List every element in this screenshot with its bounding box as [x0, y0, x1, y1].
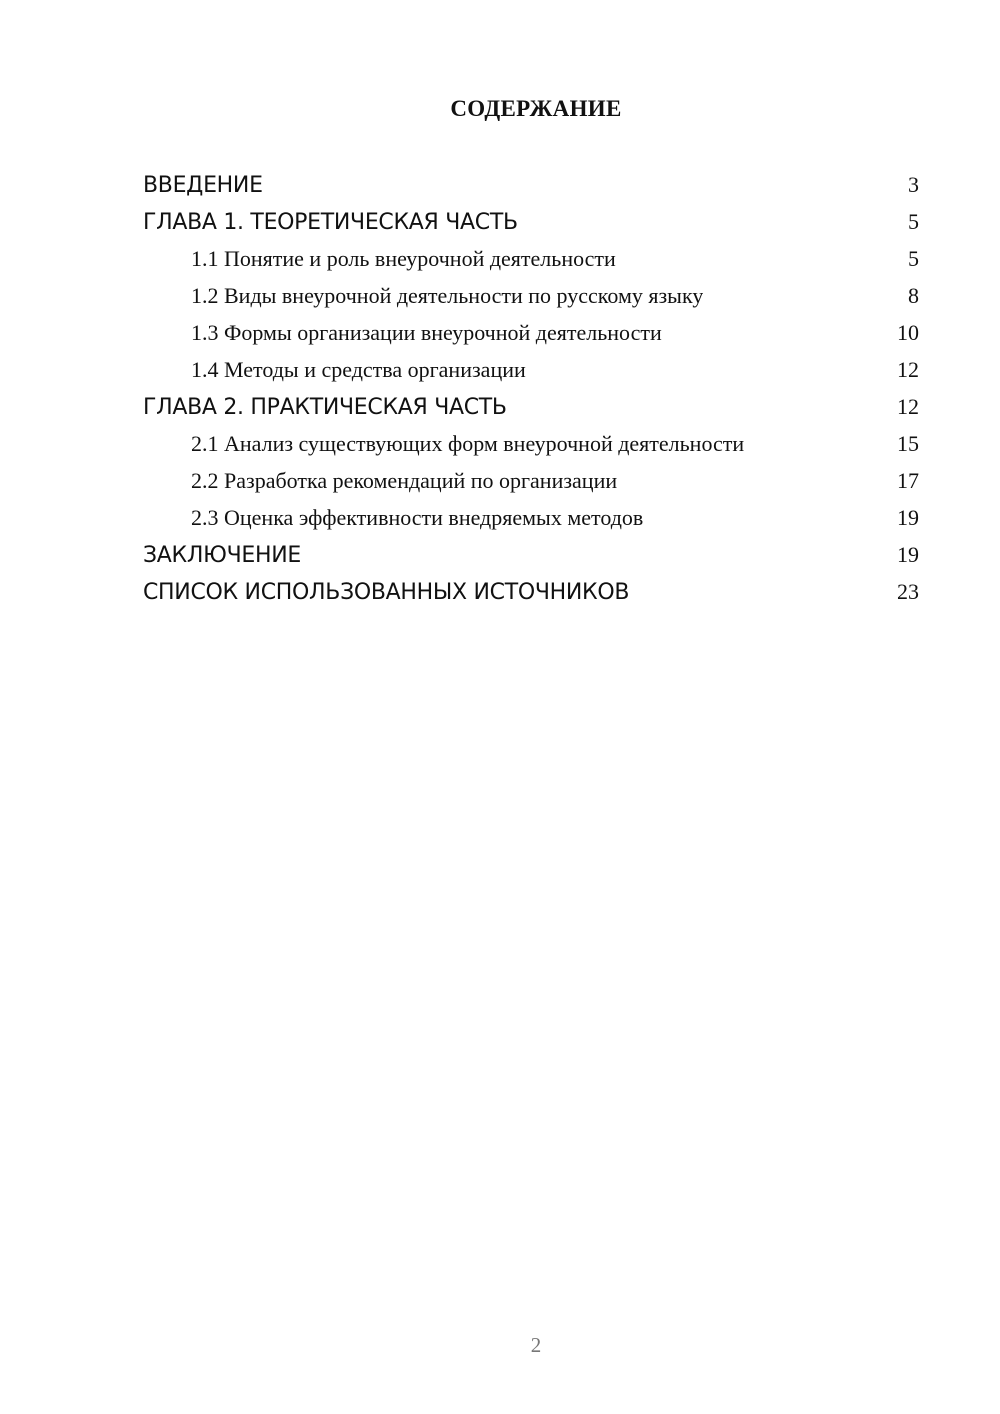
toc-title: СОДЕРЖАНИЕ: [450, 96, 622, 121]
toc-entry-page: 5: [908, 246, 919, 271]
toc-entry-page: 17: [897, 468, 919, 493]
toc-entry-label: ВВЕДЕНИЕ: [143, 173, 263, 198]
toc-entry-references[interactable]: [143, 573, 919, 610]
toc-entry-page: 19: [897, 505, 919, 530]
toc-entry-label: ЗАКЛЮЧЕНИЕ: [143, 543, 301, 568]
toc-entry-page: 3: [908, 172, 919, 197]
toc-entry-label: ГЛАВА 2. ПРАКТИЧЕСКАЯ ЧАСТЬ: [143, 395, 507, 420]
toc-entry-page: 12: [897, 394, 919, 419]
toc-entry-chapter-1[interactable]: [143, 203, 919, 240]
toc-entry-page: 19: [897, 542, 919, 567]
toc-entry-label: 1.3 Формы организации внеурочной деятельности: [191, 320, 662, 345]
page-number: 2: [530, 1333, 542, 1357]
toc-entry-section-1-4[interactable]: [143, 351, 919, 388]
toc-entry-page: 5: [908, 209, 919, 234]
toc-entry-section-1-2[interactable]: [143, 277, 919, 314]
toc-entry-section-2-3[interactable]: [143, 499, 919, 536]
toc-entry-section-2-1[interactable]: [143, 425, 919, 462]
toc-entry-label: 1.1 Понятие и роль внеурочной деятельности: [191, 246, 616, 271]
toc-entry-section-2-2[interactable]: [143, 462, 919, 499]
toc-entry-introduction[interactable]: [143, 166, 919, 203]
toc-entry-label: ГЛАВА 1. ТЕОРЕТИЧЕСКАЯ ЧАСТЬ: [143, 210, 518, 235]
toc-entry-label: 1.2 Виды внеурочной деятельности по русскому языку: [191, 283, 704, 308]
toc-entry-page: 23: [897, 579, 919, 604]
toc-entry-section-1-1[interactable]: [143, 240, 919, 277]
toc-entry-label: 2.3 Оценка эффективности внедряемых методов: [191, 505, 644, 530]
toc-entry-label: 2.2 Разработка рекомендаций по организации: [191, 468, 618, 493]
toc-entry-page: 10: [897, 320, 919, 345]
table-of-contents: [143, 166, 919, 610]
toc-entry-page: 12: [897, 357, 919, 382]
toc-entry-conclusion[interactable]: [143, 536, 919, 573]
toc-entry-chapter-2[interactable]: [143, 388, 919, 425]
toc-entry-label: СПИСОК ИСПОЛЬЗОВАННЫХ ИСТОЧНИКОВ: [143, 580, 630, 605]
toc-entry-label: 1.4 Методы и средства организации: [191, 357, 526, 382]
toc-entry-label: 2.1 Анализ существующих форм внеурочной деятельности: [191, 431, 745, 456]
toc-entry-section-1-3[interactable]: [143, 314, 919, 351]
toc-entry-page: 8: [908, 283, 919, 308]
toc-entry-page: 15: [897, 431, 919, 456]
